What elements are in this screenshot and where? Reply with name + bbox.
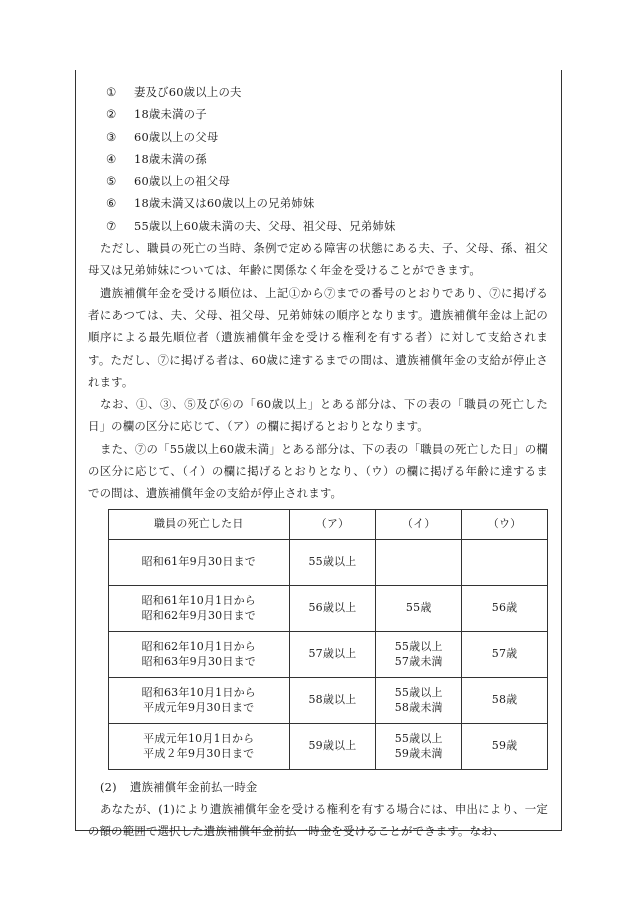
paragraph-note-a: なお、①、③、⑤及び⑥の「60歳以上」とある部分は、下の表の「職員の死亡した日」の欄の区分に応じて、（ア）の欄に掲げるとおりとなります。: [88, 397, 548, 434]
list-text: 18歳未満又は60歳以上の兄弟姉妹: [134, 196, 315, 211]
list-item: [88, 103, 548, 125]
list-number: ②: [106, 107, 117, 122]
header-a: （ア）: [289, 509, 376, 539]
list-number: ⑦: [106, 218, 117, 233]
cell-death-date: [109, 539, 290, 585]
cell-u: 56歳: [462, 585, 548, 631]
section-body: あなたが、(1)により遺族補償年金を受ける権利を有する場合には、申出により、一定の額の範囲で選択した遺族補償年金前払一時金を受けることができます。なお、: [88, 801, 548, 839]
list-item: [88, 170, 548, 192]
cell-a: 59歳以上: [289, 723, 376, 769]
table-row: [109, 585, 548, 631]
date-from: 昭和61年10月1日から: [141, 593, 256, 607]
eligibility-list: [88, 81, 548, 237]
date-from: 昭和61年9月30日まで: [141, 555, 256, 569]
cell-u: 58歳: [462, 677, 548, 723]
date-from: 平成元年10月1日から: [143, 731, 255, 745]
cell-a: 55歳以上: [289, 539, 376, 585]
list-number: ⑥: [106, 196, 117, 211]
age-table: [108, 509, 548, 770]
header-i: （イ）: [376, 509, 462, 539]
cell-i: [376, 539, 462, 585]
cell-i-line2: 59歳未満: [394, 747, 443, 761]
cell-i-line1: 55歳以上: [394, 685, 443, 699]
list-number: ①: [106, 85, 117, 99]
cell-death-date: [109, 677, 290, 723]
paragraph-order: 遺族補償年金を受ける順位は、上記①から⑦までの番号のとおりであり、⑦に掲げる者にあつては、夫、父母、祖父母、兄弟姉妹の順序となります。遺族補償年金は上記の順序による最先順位者（遺族補償年金を受ける権利を有する者）に対して支給されます。ただし、⑦に掲げる者は、60歳に達するまでの間は、遺族補償年金の支給が停止されます。: [88, 285, 548, 389]
table-row: [109, 539, 548, 585]
date-to: 平成元年9月30日まで: [143, 701, 255, 715]
date-to: 昭和63年9月30日まで: [141, 655, 256, 669]
list-number: ④: [106, 151, 117, 166]
date-from: 昭和62年10月1日から: [141, 639, 256, 653]
cell-i: [376, 585, 462, 631]
document-body: [88, 81, 548, 843]
cell-i-line1: 55歳: [405, 601, 432, 615]
cell-u: [462, 539, 548, 585]
list-text: 55歳以上60歳未満の夫、父母、祖父母、兄弟姉妹: [134, 218, 396, 233]
cell-i-line2: 58歳未満: [394, 701, 443, 715]
cell-a: 56歳以上: [289, 585, 376, 631]
list-number: ③: [106, 129, 117, 144]
list-item: [88, 215, 548, 237]
list-item: [88, 192, 548, 214]
cell-u: 59歳: [462, 723, 548, 769]
date-to: 平成２年9月30日まで: [143, 747, 255, 761]
cell-i-line2: 57歳未満: [394, 655, 443, 669]
cell-death-date: [109, 585, 290, 631]
date-from: 昭和63年10月1日から: [141, 685, 256, 699]
list-text: 18歳未満の孫: [134, 151, 207, 166]
list-item: [88, 126, 548, 148]
header-u: （ウ）: [462, 509, 548, 539]
table-header-row: [109, 509, 548, 539]
list-item: [88, 81, 548, 103]
paragraph-note-i-u: また、⑦の「55歳以上60歳未満」とある部分は、下の表の「職員の死亡した日」の欄の区分に応じて、（イ）の欄に掲げるとおりとなり、（ウ）の欄に掲げる年齢に達するまでの間は、遺族補償年金の支給が停止されます。: [88, 441, 548, 501]
paragraph-exception: ただし、職員の死亡の当時、条例で定める障害の状態にある夫、子、父母、孫、祖父母又は兄弟姉妹については、年齢に関係なく年金を受けることができます。: [88, 241, 548, 278]
section-number: (2): [100, 779, 117, 794]
cell-a: 58歳以上: [289, 677, 376, 723]
table-row: [109, 723, 548, 769]
list-text: 60歳以上の父母: [134, 129, 219, 144]
cell-i: [376, 723, 462, 769]
section-heading: [88, 776, 548, 798]
table-row: [109, 631, 548, 677]
cell-i: [376, 677, 462, 723]
cell-death-date: [109, 723, 290, 769]
list-number: ⑤: [106, 174, 117, 189]
cell-death-date: [109, 631, 290, 677]
cell-i-line1: 55歳以上: [394, 639, 443, 653]
date-to: 昭和62年9月30日まで: [141, 609, 256, 623]
cell-a: 57歳以上: [289, 631, 376, 677]
list-text: 妻及び60歳以上の夫: [134, 85, 242, 99]
list-item: [88, 148, 548, 170]
section-title: 遺族補償年金前払一時金: [130, 779, 258, 794]
cell-i-line1: 55歳以上: [394, 731, 443, 745]
header-death-date: 職員の死亡した日: [109, 509, 290, 539]
list-text: 60歳以上の祖父母: [134, 174, 231, 189]
cell-i: [376, 631, 462, 677]
cell-u: 57歳: [462, 631, 548, 677]
list-text: 18歳未満の子: [134, 107, 207, 122]
table-row: [109, 677, 548, 723]
